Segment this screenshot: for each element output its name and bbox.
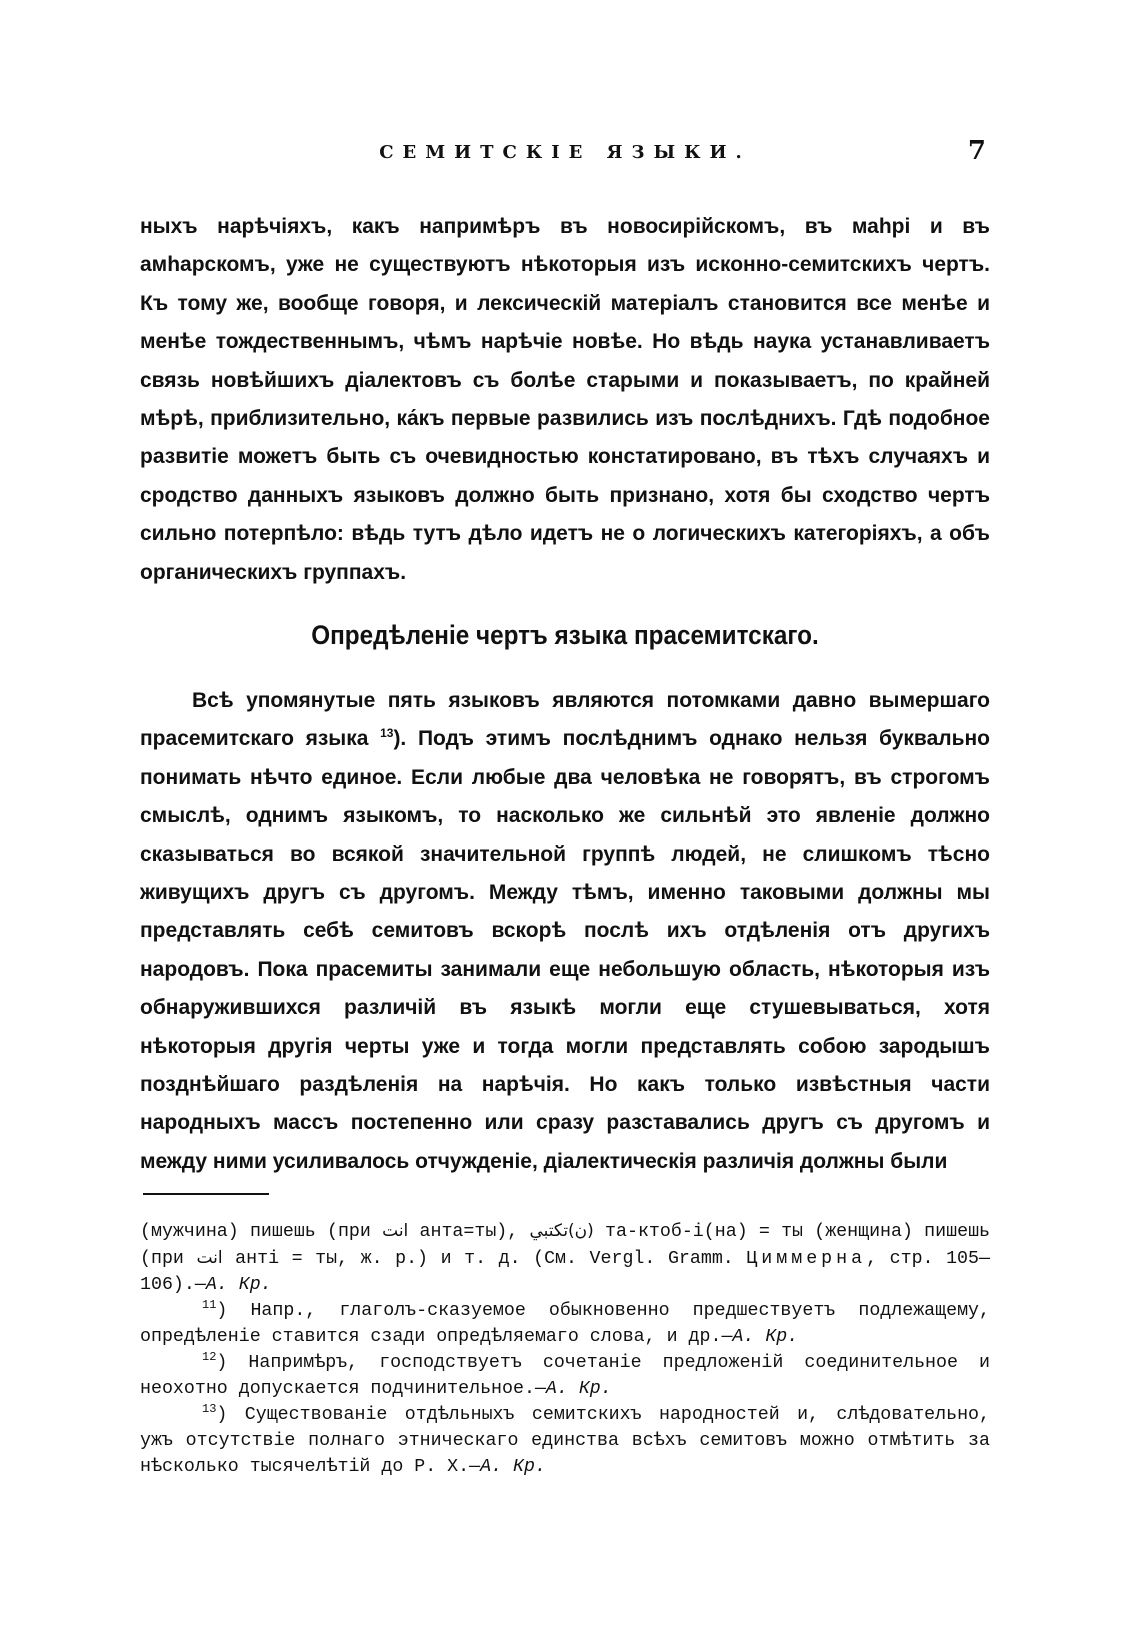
body-paragraph-continued: ныхъ нарѣчіяхъ, какъ напримѣръ въ новосирійскомъ, въ маһрі и въ амһарскомъ, уже не существуютъ нѣкоторыя изъ исконно-семитскихъ чертъ. Къ тому же, вообще говоря, и лексическій матеріалъ становится все менѣе и менѣе тождественнымъ, чѣмъ нарѣчіе новѣе. Но вѣдь наука устанавливаетъ связь новѣйшихъ діалектовъ съ болѣе старыми и показываетъ, по крайней мѣрѣ, приблизительно, ка́къ первые развились изъ послѣднихъ. Гдѣ подобное развитіе можетъ быть съ очевидностью констатировано, въ тѣхъ случаяхъ и сродство данныхъ языковъ должно быть признано, хотя бы сходство чертъ сильно потерпѣло: вѣдь тутъ дѣло идетъ не о логическихъ категоріяхъ, а объ органическихъ группахъ. [140,215,990,584]
editor-initials: А. Кр. [480,1457,546,1477]
footnote-mark: 13 [202,1401,217,1416]
arabic-word: انت [196,1248,223,1268]
footnote-reference-13: 13 [380,726,394,741]
running-head [140,138,990,178]
footnote-12 [140,1350,990,1402]
footnote-text: , стр. 105—106).— [140,1249,990,1295]
footnote-13 [140,1402,990,1480]
footnote-11 [140,1298,990,1350]
arabic-word: انت [382,1221,409,1241]
section-heading: Опредѣленіе чертъ языка прасемитскаго. [311,620,819,650]
footnote-text: та-ктоб-і(на) = ты (женщина) пишешь (при [140,1222,991,1269]
paragraph-text-before-note: Всѣ упомянутые пять языковъ являются потомками давно вымершаго прасемитскаго языка [140,689,990,751]
author-name: Циммерна [746,1249,867,1269]
footnote-text: ) Напр., глаголъ-сказуемое обыкновенно предшествуетъ подлежащему, опредѣленіе ставится сзади опредѣляемаго слова, и др.— [140,1301,990,1347]
editor-initials: А. Кр. [732,1327,799,1347]
body-paragraph [140,682,990,1181]
footnote-text: анті = ты, ж. р.) и т. д. (См. Vergl. Gramm. [235,1249,734,1269]
footnotes [140,1218,990,1480]
running-title: СЕМИТСКІЕ ЯЗЫКИ. [379,142,751,163]
footnote-text: ) Напримѣръ, господствуетъ сочетаніе предложеній соединительное и неохотно допускается подчинительное.— [140,1353,990,1399]
paragraph-text-after-note: ). Подъ этимъ послѣднимъ однако нельзя буквально понимать нѣчто единое. Если любые два человѣка не говорятъ, въ строгомъ смыслѣ, однимъ языкомъ, то насколько же сильнѣй это явленіе должно сказываться во всякой значительной группѣ людей, не слишкомъ тѣсно живущихъ другъ съ другомъ. Между тѣмъ, именно таковыми должны мы представлять себѣ семитовъ вскорѣ послѣ ихъ отдѣленія отъ другихъ народовъ. Пока прасемиты занимали еще небольшую область, нѣкоторыя изъ обнаружившихся различій въ языкѣ могли еще стушевываться, хотя нѣкоторыя другія черты уже и тогда могли представлять собою зародышъ позднѣйшаго раздѣленія на нарѣчія. Но какъ только извѣстныя части народныхъ массъ постепенно или сразу разставались другъ съ другомъ и между ними усиливалось отчужденіе, діалектическія различія должны были [140,727,991,1173]
footnote-separator [143,1193,269,1195]
page-number: 7 [967,136,986,166]
footnote-text: ) Существованіе отдѣльныхъ семитскихъ народностей и, слѣдовательно, ужъ отсутствіе полнаго этническаго единства всѣхъ семитовъ можно отмѣтить за нѣсколько тысячелѣтій до Р. Х.— [140,1405,990,1477]
footnote-mark: 12 [202,1349,217,1364]
editor-initials: А. Кр. [205,1275,272,1295]
footnote-text: анта=ты), [419,1222,519,1242]
editor-initials: А. Кр. [545,1379,612,1399]
footnote-mark: 11 [202,1297,217,1312]
footnote-text: (мужчина) пишешь (при [140,1222,371,1242]
arabic-word: (ن)تكتبي [529,1221,594,1241]
footnote-continuation [140,1218,990,1298]
